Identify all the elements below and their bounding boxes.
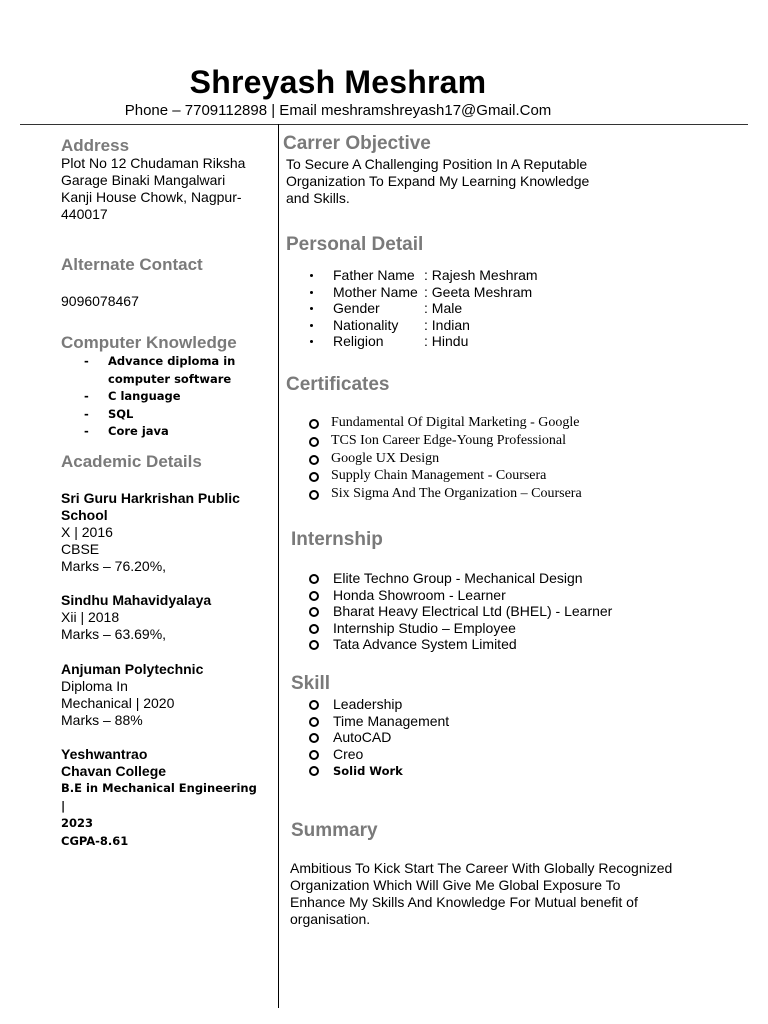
address-line: 440017: [61, 206, 108, 222]
school-detail: Marks – 63.69%,: [61, 626, 167, 642]
circle-bullet-icon: [309, 700, 319, 710]
address-title: Address: [61, 136, 130, 155]
circle-bullet-icon: [309, 607, 319, 617]
certificates-list: [309, 414, 582, 503]
school-detail: B.E in Mechanical Engineering |: [61, 781, 257, 813]
address-line: Garage Binaki Mangalwari: [61, 172, 226, 188]
detail-value: : Geeta Meshram: [424, 283, 533, 300]
school-name: Chavan College: [61, 763, 167, 779]
list-item: - C language: [84, 388, 254, 406]
school-detail: Xii | 2018: [61, 609, 120, 625]
school-detail: X | 2016: [61, 524, 113, 540]
skill-list: [309, 696, 449, 780]
summary-title: Summary: [291, 820, 378, 841]
detail-label: Nationality: [333, 316, 399, 333]
school-name: Anjuman Polytechnic: [61, 661, 204, 677]
internship-item: Elite Techno Group - Mechanical Design: [309, 570, 612, 587]
career-objective-text: [286, 156, 589, 207]
personal-detail-item: [310, 317, 538, 334]
skill-item: Leadership: [309, 696, 449, 713]
personal-detail-item: [310, 267, 538, 284]
school-detail: Diploma In: [61, 678, 128, 694]
circle-bullet-icon: [309, 574, 319, 584]
personal-detail-title: Personal Detail: [286, 234, 424, 255]
detail-label: Religion: [333, 333, 384, 349]
personal-detail-item: [310, 333, 538, 350]
summary-line: Organization Which Will Give Me Global Exposure To: [290, 877, 621, 893]
skill-item: AutoCAD: [309, 729, 449, 746]
skill-title: Skill: [291, 673, 331, 694]
internship-item: Honda Showroom - Learner: [309, 587, 612, 604]
certificate-item: Google UX Design: [309, 450, 582, 468]
contact-line: Phone – 7709112898 | Email meshramshreyash17@Gmail.Com: [124, 102, 552, 119]
school-name: Sri Guru Harkrishan Public School: [61, 490, 240, 523]
school-entry-1: [61, 490, 261, 575]
computer-knowledge-title: Computer Knowledge: [61, 333, 237, 352]
header-divider: [20, 124, 748, 125]
alternate-contact-number: 9096078467: [61, 293, 139, 309]
computer-knowledge-list: [84, 353, 254, 441]
summary-line: Ambitious To Kick Start The Career With Globally Recognized: [290, 860, 673, 876]
school-detail: CBSE: [61, 541, 100, 557]
detail-value: : Male: [424, 300, 463, 316]
circle-bullet-icon: [309, 733, 319, 743]
skill-item: Time Management: [309, 713, 449, 730]
list-item: - Advance diploma in computer software: [84, 353, 254, 388]
school-entry-4: [61, 746, 261, 850]
personal-detail-item: [310, 300, 538, 317]
circle-bullet-icon: [309, 624, 319, 634]
column-divider: [278, 124, 279, 1008]
certificate-item: Supply Chain Management - Coursera: [309, 467, 582, 485]
skill-item: Creo: [309, 746, 449, 763]
circle-bullet-icon: [309, 591, 319, 601]
internship-item: Tata Advance System Limited: [309, 636, 612, 653]
address-line: Plot No 12 Chudaman Riksha: [61, 155, 246, 171]
summary-text: [290, 860, 672, 928]
certificate-item: TCS Ion Career Edge-Young Professional: [309, 432, 582, 450]
detail-label: Gender: [333, 300, 380, 316]
certificate-item: Six Sigma And The Organization – Coursera: [309, 485, 582, 503]
circle-bullet-icon: [309, 766, 319, 776]
summary-line: organisation.: [290, 911, 371, 927]
school-detail: Marks – 76.20%,: [61, 558, 167, 574]
personal-detail-item: [310, 284, 538, 301]
skill-item: Solid Work: [309, 762, 449, 780]
career-objective-title: Carrer Objective: [283, 133, 431, 154]
internship-list: [309, 570, 612, 653]
school-detail: Marks – 88%: [61, 712, 143, 728]
detail-value: : Hindu: [424, 333, 469, 349]
resume-name: Shreyash Meshram: [189, 64, 487, 100]
circle-bullet-icon: [309, 640, 319, 650]
objective-line: and Skills.: [286, 190, 350, 206]
certificates-title: Certificates: [286, 374, 390, 395]
circle-bullet-icon: [309, 437, 319, 447]
objective-line: To Secure A Challenging Position In A Reputable: [286, 156, 588, 172]
circle-bullet-icon: [309, 490, 319, 500]
school-entry-3: [61, 661, 261, 729]
objective-line: Organization To Expand My Learning Knowledge: [286, 173, 590, 189]
summary-line: Enhance My Skills And Knowledge For Mutual benefit of: [290, 894, 638, 910]
school-name: Sindhu Mahavidyalaya: [61, 592, 212, 608]
circle-bullet-icon: [309, 750, 319, 760]
list-item: - SQL: [84, 406, 254, 424]
address-block: [61, 155, 245, 223]
personal-detail-list: [310, 267, 538, 350]
circle-bullet-icon: [309, 455, 319, 465]
internship-item: Internship Studio – Employee: [309, 620, 612, 637]
academic-details-title: Academic Details: [61, 452, 202, 471]
alternate-contact-title: Alternate Contact: [61, 255, 203, 274]
school-detail: Mechanical | 2020: [61, 695, 175, 711]
detail-label: Father Name: [333, 267, 415, 283]
detail-value: : Rajesh Meshram: [424, 267, 538, 283]
school-detail: 2023: [61, 816, 94, 830]
circle-bullet-icon: [309, 717, 319, 727]
certificate-item: Fundamental Of Digital Marketing - Google: [309, 414, 582, 432]
circle-bullet-icon: [309, 419, 319, 429]
list-item: - Core java: [84, 423, 254, 441]
school-entry-2: [61, 592, 261, 643]
detail-value: : Indian: [424, 316, 470, 333]
school-name: Yeshwantrao: [61, 746, 148, 762]
circle-bullet-icon: [309, 472, 319, 482]
school-detail: CGPA-8.61: [61, 833, 129, 848]
address-line: Kanji House Chowk, Nagpur-: [61, 189, 242, 205]
internship-item: Bharat Heavy Electrical Ltd (BHEL) - Learner: [309, 603, 612, 620]
detail-label: Mother Name: [333, 283, 418, 300]
internship-title: Internship: [291, 529, 383, 550]
